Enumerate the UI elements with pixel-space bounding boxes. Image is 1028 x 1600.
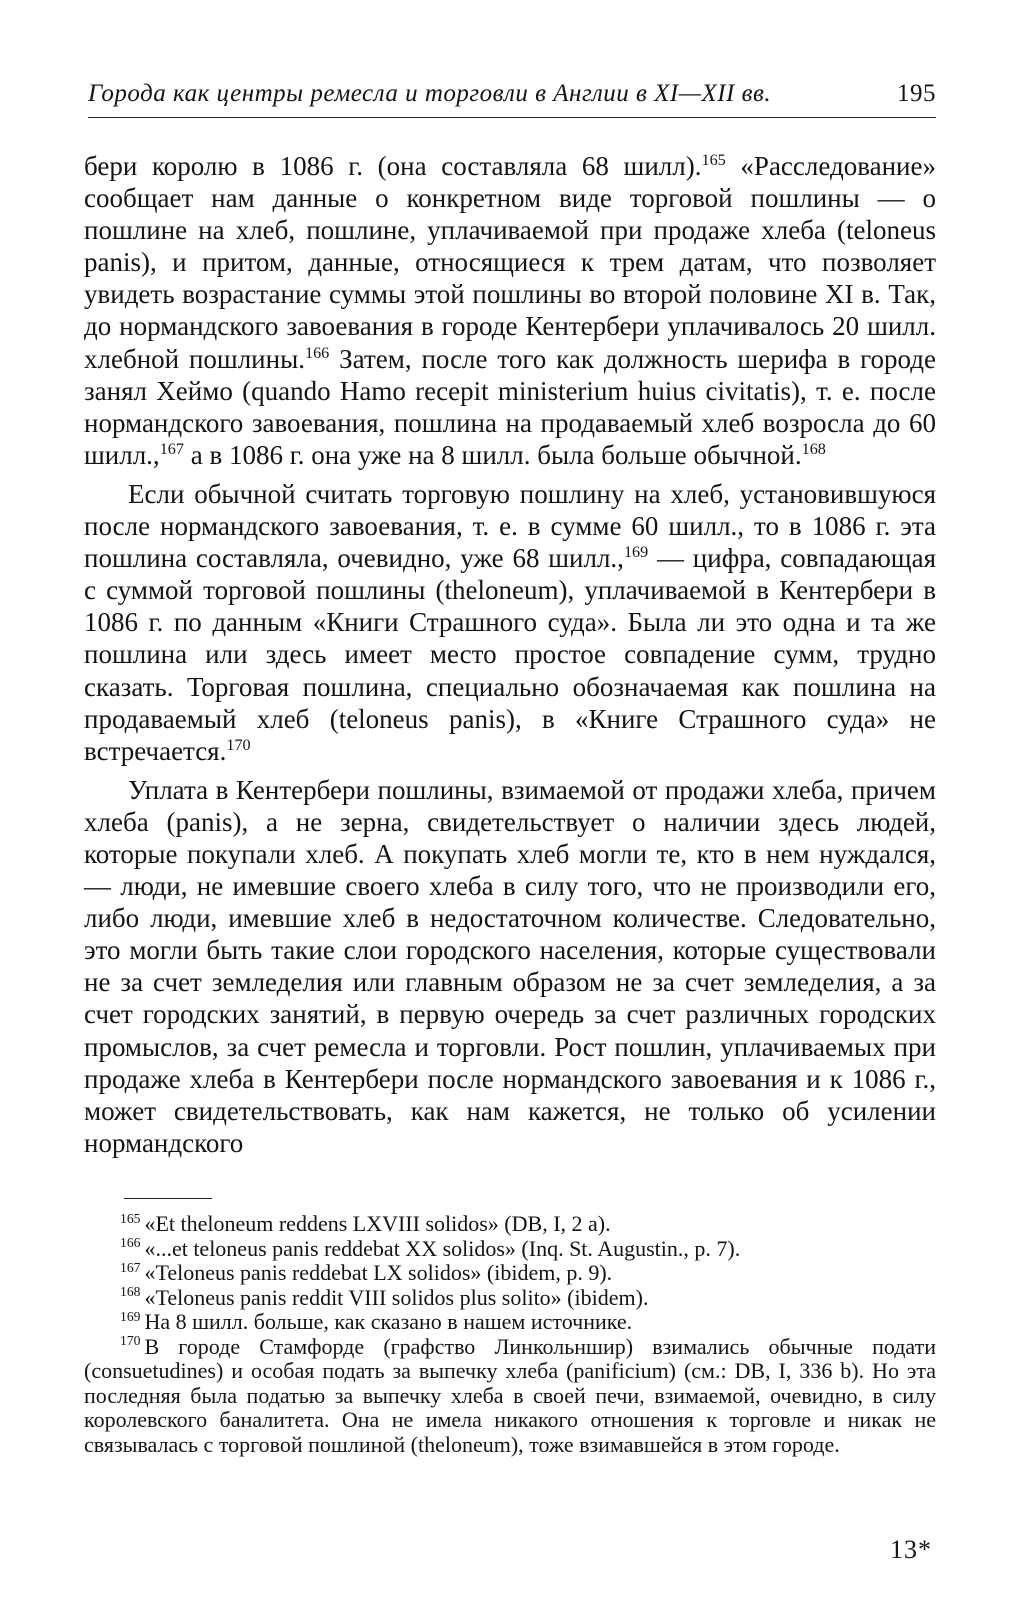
- footnote-ref-170[interactable]: 170: [226, 735, 251, 754]
- footnote-ref-165[interactable]: 165: [701, 151, 726, 169]
- paragraph-2-text-a: Если обычной считать торговую пошлину на хлеб, установившуюся после нормандского завоевания, т. е. в сумме 60 шилл., то в 1086 г. эта пошлина составляла, очевидно, уже 68 шилл.,: [84, 478, 936, 574]
- running-header: [88, 80, 936, 108]
- footnote-166: [84, 1237, 936, 1262]
- footnote-168: [84, 1286, 936, 1311]
- footnote-text: На 8 шилл. больше, как сказано в нашем источнике.: [144, 1309, 633, 1334]
- footnotes: [84, 1212, 936, 1457]
- footnote-ref-169[interactable]: 169: [623, 543, 649, 562]
- paragraph-2: [84, 478, 936, 767]
- footnote-mark: 169: [120, 1308, 141, 1324]
- footnote-text: «...et teloneus panis reddebat XX solidos» (Inq. St. Augustin., p. 7).: [144, 1235, 741, 1261]
- footnote-mark: 170: [120, 1333, 141, 1349]
- footnote-mark: 168: [120, 1284, 141, 1300]
- running-title: Города как центры ремесла и торговли в Англии в XI—XII вв.: [88, 80, 772, 107]
- footnote-ref-168[interactable]: 168: [801, 439, 826, 458]
- paragraph-1-text-d: а в 1086 г. она уже на 8 шилл. была больше обычной.: [183, 439, 802, 470]
- paragraph-1: [84, 150, 936, 471]
- footnote-mark: 167: [120, 1259, 141, 1275]
- footnote-mark: 166: [120, 1235, 141, 1251]
- footnote-169: [84, 1310, 936, 1335]
- footnote-167: [84, 1261, 936, 1286]
- printer-signature-mark: 13*: [890, 1535, 932, 1564]
- footnote-text: «Teloneus panis reddebat LX solidos» (ibidem, p. 9).: [144, 1260, 613, 1285]
- paragraph-2-text-b: — цифра, совпадающая с суммой торговой пошлины (theloneum), уплачиваемой в Кентербери в 1086 г. по данным «Книги Страшного суда». Была ли это одна и та же пошлина или здесь имеет место простое совпадение сумм, трудно сказать. Торговая пошлина, специально обозначаемая как пошлина на продаваемый хлеб (teloneus panis), в «Книге Страшного суда» не встречается.: [84, 543, 936, 766]
- main-text: [84, 150, 936, 1159]
- footnote-ref-167[interactable]: 167: [159, 439, 184, 458]
- footnote-text: «Et theloneum reddens LXVIII solidos» (DB, I, 2 a).: [144, 1211, 611, 1236]
- footnote-separator: [124, 1198, 212, 1199]
- paragraph-3: Уплата в Кентербери пошлины, взимаемой от продажи хлеба, причем хлеба (panis), а не зерна, свидетельствует о наличии здесь людей, которые покупали хлеб. А покупать хлеб могли те, кто в нем нуждался, — люди, не имевшие своего хлеба в силу того, что не производили его, либо люди, имевшие хлеб в недостаточном количестве. Следовательно, это могли быть такие слои городского населения, которые существовали не за счет земледелия или главным образом не за счет земледелия, а за счет городских занятий, в первую очередь за счет различных городских промыслов, за счет ремесла и торговли. Рост пошлин, уплачиваемых при продаже хлеба в Кентербери после нормандского завоевания и к 1086 г., может свидетельствовать, как нам кажется, не только об усилении нормандского: [84, 774, 936, 1158]
- footnote-ref-166[interactable]: 166: [304, 343, 330, 362]
- page-number: 195: [897, 80, 936, 107]
- paragraph-1-text-b: «Расследование» сообщает нам данные о конкретном виде торговой пошлины — о пошлине на хлеб, пошлине, уплачиваемой при продаже хлеба (teloneus panis), и притом, данные, относящиеся к трем датам, что позволяет увидеть возрастание суммы этой пошлины во второй половине XI в. Так, до нормандского завоевания в городе Кентербери уплачивалось 20 шилл. хлебной пошлины.: [84, 151, 936, 374]
- paragraph-1-text-a: бери королю в 1086 г. (она составляла 68 шилл).: [84, 151, 702, 181]
- footnote-text: В городе Стамфорде (графство Линкольншир) взимались обычные подати (consuetudines) и особая подать за выпечку хлеба (panificium) (см.: DB, I, 336 b). Но эта последняя была податью за выпечку хлеба в своей печи, взимаемой, очевидно, в силу королевского баналитета. Она не имела никакого отношения к торговле и никак не связывалась с торговой пошлиной (theloneum), тоже взимавшейся в этом городе.: [84, 1333, 936, 1457]
- footnote-165: [84, 1212, 936, 1237]
- footnote-mark: 165: [120, 1210, 141, 1226]
- header-rule: [88, 117, 936, 118]
- paragraph-1-text-c: Затем, после того как должность шерифа в городе занял Хеймо (quando Hamo recepit ministerium huius civitatis), т. е. после нормандского завоевания, пошлина на продаваемый хлеб возросла до 60 шилл.,: [84, 343, 936, 470]
- footnote-text: «Teloneus panis reddit VIII solidos plus solito» (ibidem).: [144, 1284, 649, 1310]
- footnote-170: [84, 1335, 936, 1458]
